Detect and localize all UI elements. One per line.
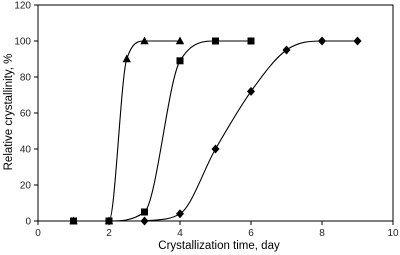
x-tick-label: 2 xyxy=(106,228,112,239)
x-axis-title: Crystallization time, day xyxy=(158,240,280,252)
y-tick-label: 80 xyxy=(19,72,31,84)
series-square-line xyxy=(74,41,252,221)
y-tick-label: 0 xyxy=(25,216,31,228)
series-curves xyxy=(74,41,358,221)
square-point xyxy=(70,218,77,225)
y-tick-label: 20 xyxy=(19,180,31,192)
triangle-point xyxy=(123,55,131,63)
diamond-point xyxy=(354,37,362,46)
square-point xyxy=(177,57,184,64)
square-point xyxy=(141,209,148,216)
x-tick-label: 6 xyxy=(248,228,254,239)
y-axis-title: Relative crystallinity, % xyxy=(3,53,15,171)
x-tick-label: 4 xyxy=(177,228,183,239)
diamond-point xyxy=(176,209,184,218)
y-tick-label: 60 xyxy=(19,108,31,120)
triangle-point xyxy=(176,37,184,45)
x-tick-label: 10 xyxy=(387,228,399,239)
y-tick-label: 40 xyxy=(19,144,31,156)
plot-frame xyxy=(38,5,393,221)
diamond-point xyxy=(212,145,220,154)
y-tick-label: 120 xyxy=(14,0,31,12)
square-point xyxy=(248,38,255,45)
plot-area xyxy=(38,5,393,221)
x-tick-label: 0 xyxy=(35,228,41,239)
diamond-point xyxy=(141,217,149,226)
x-tick-label: 8 xyxy=(319,228,325,239)
diamond-point xyxy=(283,46,291,55)
square-point xyxy=(212,38,219,45)
diamond-point xyxy=(318,37,326,46)
triangle-point xyxy=(140,37,148,45)
y-tick-label: 100 xyxy=(14,36,31,48)
axis-ticks xyxy=(14,1,399,240)
